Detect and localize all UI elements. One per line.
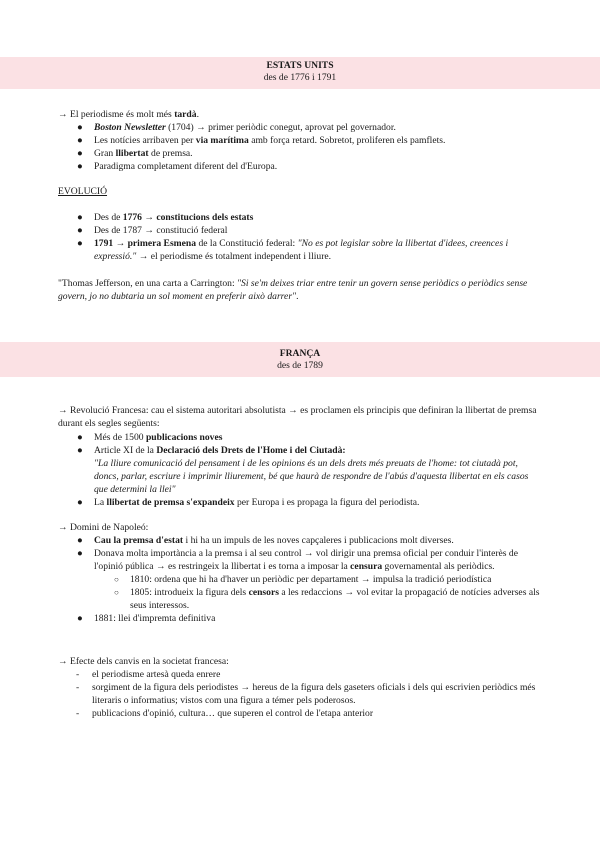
bullet-icon: ● [77, 225, 83, 236]
list-item: ● Donava molta importància a la premsa i al seu control → vol dirigir una premsa oficial per conduir l'interès de l'opinió pública → es restringeix la llibertat i es torna a imposar la censura governamental als periòdics. [77, 548, 518, 572]
list-item: ● Article XI de la Declaració dels Drets de l'Home i del Ciutadà: "La lliure comunicació del pensament i de les opinions és un dels drets més preuats de l'home: tot ciutadà pot, doncs, parlar, escriure i imprimir lliurement, bé que haurà de respondre de l'abús d'aquesta llibertat en els casos que determini la llei" [77, 445, 529, 495]
evolution-list [58, 211, 540, 263]
list-item: ● Paradigma completament diferent del d'Europa. [77, 161, 278, 172]
list-item: ● Gran llibertat de premsa. [77, 148, 193, 159]
jefferson-quote: "Thomas Jefferson, en una carta a Carrington: "Si se'm deixes triar entre tenir un govern sense periòdics o periòdics sense govern, jo no dubtaria un sol moment en preferir això darrer". [58, 278, 528, 302]
usa-subtitle: des de 1776 i 1791 [263, 72, 337, 83]
list-item: - sorgiment de la figura dels periodistes → hereus de la figura dels gaseters oficials i dels qui escrivien periòdics més literaris o informatius; vistos com una figura a témer pels poderosos. [76, 682, 536, 706]
dash-icon: - [76, 708, 80, 719]
list-item: ● Des de 1787 → constitució federal [77, 225, 228, 236]
bullet-icon: ● [77, 148, 83, 159]
revolution-intro: → Revolució Francesa: cau el sistema autoritari absolutista → es proclamen els principis que definiran la llibertat de premsa durant els segles següents: [58, 405, 537, 429]
circle-bullet-icon: ○ [114, 575, 119, 584]
bullet-icon: ● [77, 535, 83, 546]
list-item: ● Més de 1500 publicacions noves [77, 432, 223, 443]
list-item: ● La llibertat de premsa s'expandeix per Europa i es propaga la figura del periodista. [77, 497, 420, 508]
france-section-header [0, 342, 600, 377]
evolution-heading: EVOLUCIÓ [58, 186, 108, 197]
bullet-icon: ● [77, 135, 83, 146]
list-item: - el periodisme artesà queda enrere [76, 669, 221, 680]
bullet-icon: ● [77, 445, 83, 456]
bullet-icon: ● [77, 432, 83, 443]
bullet-icon: ● [77, 122, 83, 133]
bullet-icon: ● [77, 161, 83, 172]
dash-icon: - [76, 682, 80, 693]
france-title: FRANÇA [279, 348, 321, 359]
list-item: ● Boston Newsletter (1704) → primer periòdic conegut, aprovat pel governador. [77, 122, 396, 133]
usa-title: ESTATS UNITS [266, 60, 334, 71]
usa-intro: → El periodisme és molt més tardà. [58, 109, 199, 120]
dash-icon: - [76, 669, 80, 680]
revolution-list [58, 431, 540, 509]
usa-bullet-list [58, 121, 540, 173]
usa-section-header [0, 57, 600, 89]
effects-intro: → Efecte dels canvis en la societat francesa: [58, 656, 229, 667]
bullet-icon: ● [77, 613, 83, 624]
list-item: ○ 1805: introdueix la figura dels censors a les redaccions → vol evitar la propagació de notícies adverses als seus interessos. [114, 587, 540, 611]
bullet-icon: ● [77, 548, 83, 559]
list-item: ● Les notícies arribaven per via marítima amb força retard. Sobretot, proliferen els pamflets. [77, 135, 446, 146]
bullet-icon: ● [77, 238, 83, 249]
napoleon-intro: → Domini de Napoleó: [58, 522, 149, 533]
bullet-icon: ● [77, 497, 83, 508]
napoleon-list [58, 534, 540, 625]
list-item: ● 1791 → primera Esmena de la Constitució federal: "No es pot legislar sobre la llibertat d'idees, creences i expressió." → el periodisme és totalment independent i lliure. [77, 238, 509, 262]
bullet-icon: ● [77, 212, 83, 223]
list-item: ● 1881: llei d'impremta definitiva [77, 613, 216, 624]
list-item: ○ 1810: ordena que hi ha d'haver un periòdic per departament → impulsa la tradició periodística [114, 574, 492, 585]
list-item: ● Cau la premsa d'estat i hi ha un impuls de les noves capçaleres i publicacions molt diverses. [77, 535, 454, 546]
list-item: ● Des de 1776 → constitucions dels estats [77, 212, 254, 223]
circle-bullet-icon: ○ [114, 588, 119, 597]
effects-list [58, 668, 540, 720]
list-item: - publicacions d'opinió, cultura… que superen el control de l'etapa anterior [76, 708, 374, 719]
france-subtitle: des de 1789 [277, 360, 323, 371]
